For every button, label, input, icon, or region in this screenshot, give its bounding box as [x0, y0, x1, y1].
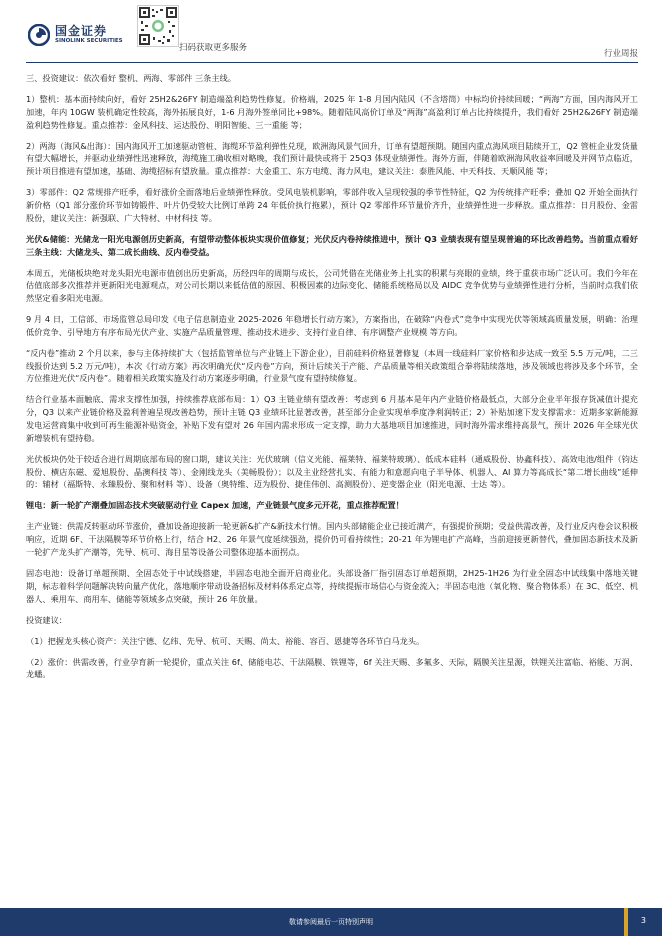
scan-for-services-text: 扫码获取更多服务: [179, 43, 248, 53]
qr-code-icon[interactable]: [137, 5, 179, 47]
paragraph-anti-involution: “反内卷”推动 2 个月以来，参与主体持续扩大（包括监管单位与产业链上下游企业），目前硅料价格显著修复（本周一线硅料厂家价格和步达成一致至 5.5 万元/吨，二三线报价达到 5.2 万元/吨），本次《行动方案》再次明确光伏“反内卷”方向，预计后续关于产能、产品质量等相关政策组合拳将陆续落地，涉及领域也将涉及多个环节，全方位推进光伏“反内卷”。随着相关政策实施及行动方案逐步明确，行业景气度有望持续修复。: [26, 347, 638, 384]
paragraph-solid-state: 固态电池：设备订单超预期、全固态处于中试线搭建，半固态电池全面开启商业化。头部设备厂指引固态订单超预期，2H25-1H26 为行业全固态中试线集中落地关键期，标志着科学问题解决转向量产优化，落地顺序带动设备招标及材料体系定点等，持续提振市场信心与资金流入；半固态电池（氧化物、聚合物体系）在 3C、低空、机器人、乘用车、商用车、储能等领域多点突破，预计 26 年放量。: [26, 567, 638, 604]
header-divider: [26, 62, 638, 63]
paragraph-main-chain: 主产业链：供需反转驱动环节涨价，叠加设备迎接新一轮更新&扩产&新技术行情。国内头部储能企业已接近满产，有强提价预期；受益供需改善，及行业反内卷会议积极响应，近期 6F、干法隔膜等环节价格上行，结合 H2、26 年景气度延续强劲，提价仍可看持续性；20-21 年为锂电扩产高峰，当前迎接更新替代，叠加固态新技术及新一轮扩产龙头扩产潮等，先导、杭可、海目星等设备公司整体迎基本面拐点。: [26, 521, 638, 557]
page-header: [0, 0, 662, 66]
logo-en-text: SINOLINK SECURITIES: [55, 38, 123, 44]
paragraph-policy: 9 月 4 日，工信部、市场监管总局印发《电子信息制造业 2025-2026 年稳增长行动方案》，方案指出，在破除“内卷式”竞争中实现光伏等领域高质量发展，明确：治理低价竞争、引导地方有序布局光伏产业、实施产品质量管理、推动技术进步、支持行业自律、有序调整产业规模 等方向。: [26, 314, 638, 337]
investment-advice-subheading: 投资建议：: [26, 614, 67, 625]
paragraph-pv-storage-summary: 光伏&储能：光储龙一阳光电源创历史新高，有望带动整体板块实现价值修复；光伏反内卷持续推进中，预计 Q3 业绩表现有望呈现普遍的环比改善趋势。当前重点看好三条主线：大储龙头、第二成长曲线、反内卷受益。: [26, 233, 638, 257]
logo-cn-text: 国金证券: [55, 24, 108, 38]
footer-disclaimer: 敬请参阅最后一页特别声明: [289, 918, 373, 926]
page-number: 3: [640, 916, 646, 925]
paragraph-pv-recommendations: 光伏板块仍处于较适合进行周期底部布局的窗口期，建议关注：光伏玻璃（信义光能、福莱特、福莱特玻璃）、低成本硅料（通威股份、协鑫科技）、高效电池/组件（钧达股份、横店东磁、爱旭股份、晶澳科技 等）、金刚线龙头（美畅股份）；以及主业经营扎实、有能力和意愿向电子半导体、机器人、AI 算力等高成长“第二增长曲线”延伸的：辅材（福斯特、永臻股份、聚和材料 等）、设备（奥特维、迈为股份、捷佳伟创、高测股份）、逆变器企业（阳光电源、士达 等）。: [26, 453, 638, 490]
advice-item-2: （2）涨价：供需改善，行业孕育新一轮提价，重点关注 6f、储能电芯、干法隔膜、铁锂等，6f 关注天赐、多氟多、天际，隔膜关注星源，铁锂关注富临、裕能、万润、龙蟠。: [26, 656, 638, 680]
paragraph-components: 3）零部件：Q2 常规排产旺季，看好涨价全面落地后业绩弹性释放。受风电装机影响，零部件收入呈现较强的季节性特征，Q2 为传统排产旺季；叠加 Q2 开始全面执行新价格（Q1 部分涨价环节如铸锻件、叶片仍受较大比例订单跨 24 年低价执行拖累），预计 Q2 零部件环节量价齐升，业绩弹性进一步释放。重点推荐：日月股份、金雷股份，建议关注：新强联、广大特材、中材科技 等。: [26, 187, 638, 223]
company-logo: [28, 24, 123, 46]
paragraph-bottom-layout: 结合行业基本面触底、需求支撑性加强，持续推荐底部布局：1）Q3 主链业绩有望改善：考虑到 6 月基本是年内产业链价格最低点，大部分企业半年报存货减值计提充分，Q3 以来产业链价格及盈利普遍呈现改善趋势，预计主链 Q3 业绩环比显著改善，甚至部分企业实现单季度净利润转正；2）补贴加速下发支撑需求：近期多家新能源发电运营商集中收到可再生能源补贴资金，补贴下发有望对 26 年国内需求形成一定支撑，助力大基地项目加速推进，同时海外需求维持高景气，预计 2026 年全球光伏新增装机有望持稳。: [26, 394, 638, 443]
paragraph-wind-turbine: 1）整机：基本面持续向好，看好 25H2&26FY 制造端盈利趋势性修复。价格端，2025 年 1-8 月国内陆风（不含塔筒）中标均价持续回暖；“两海”方面，国内海风开工加速，年内 10GW 装机确定性较高，海外拓展良好，1-6 月海外签单同比+98%。随着陆风高价订单及“两海”高盈利订单占比持续提升，我们看好 25H2&26FY 制造端盈利趋势性修复。重点推荐：金风科技、运达股份、明阳智能、三一重能 等；: [26, 93, 638, 130]
footer-accent-bar: [624, 908, 628, 936]
investment-advice-heading: 三、投资建议：依次看好 整机、两海、零部件 三条主线。: [26, 73, 236, 83]
report-type-label: 行业周报: [603, 49, 638, 59]
sinolink-logo-icon: [28, 24, 50, 46]
page-footer: [0, 908, 662, 936]
paragraph-sungrow: 本周五，光储板块绝对龙头阳光电源市值创出历史新高，历经四年的周期与成长，公司凭借在光储业务上扎实的积累与亮眼的业绩，终于重获市场广泛认可。我们今年在估值底部多次推荐并更新阳光电源观点，对公司长期以来低估值的原因、积极因素的边际变化、储能系统格局以及 AIDC 竞争优势与业绩弹性进行分析，当前时点我们依然坚定看多阳光电源。: [26, 267, 638, 304]
advice-item-1: （1）把握龙头核心资产：关注宁德、亿纬、先导、杭可、天赐、尚太、裕能、容百、恩捷等各环节白马龙头。: [26, 635, 425, 646]
paragraph-offshore-overseas: 2）两海（海风&出海）：国内海风开工加速驱动管桩、海缆环节盈利弹性兑现，欧洲海风景气回升，订单有望超预期。随国内重点海风项目陆续开工，Q2 管桩企业发货量有望大幅增长，并驱动业绩弹性迅速释放，海缆施工确收相对略晚，我们预计最快或将于 25Q3 体现业绩弹性。海外方面，伴随着欧洲海风收益率回暖及并网节点临近，预计项目推进有望加速，基础、海缆招标有望放量。重点推荐：大金重工、东方电缆、海力风电，建议关注：泰胜风能、中天科技、天顺风能 等；: [26, 140, 638, 177]
report-body: [26, 72, 638, 689]
paragraph-lithium-summary: 锂电：新一轮扩产潮叠加固态技术突破驱动行业 Capex 加速，产业链景气度多元开花，重点推荐配置！: [26, 500, 404, 511]
